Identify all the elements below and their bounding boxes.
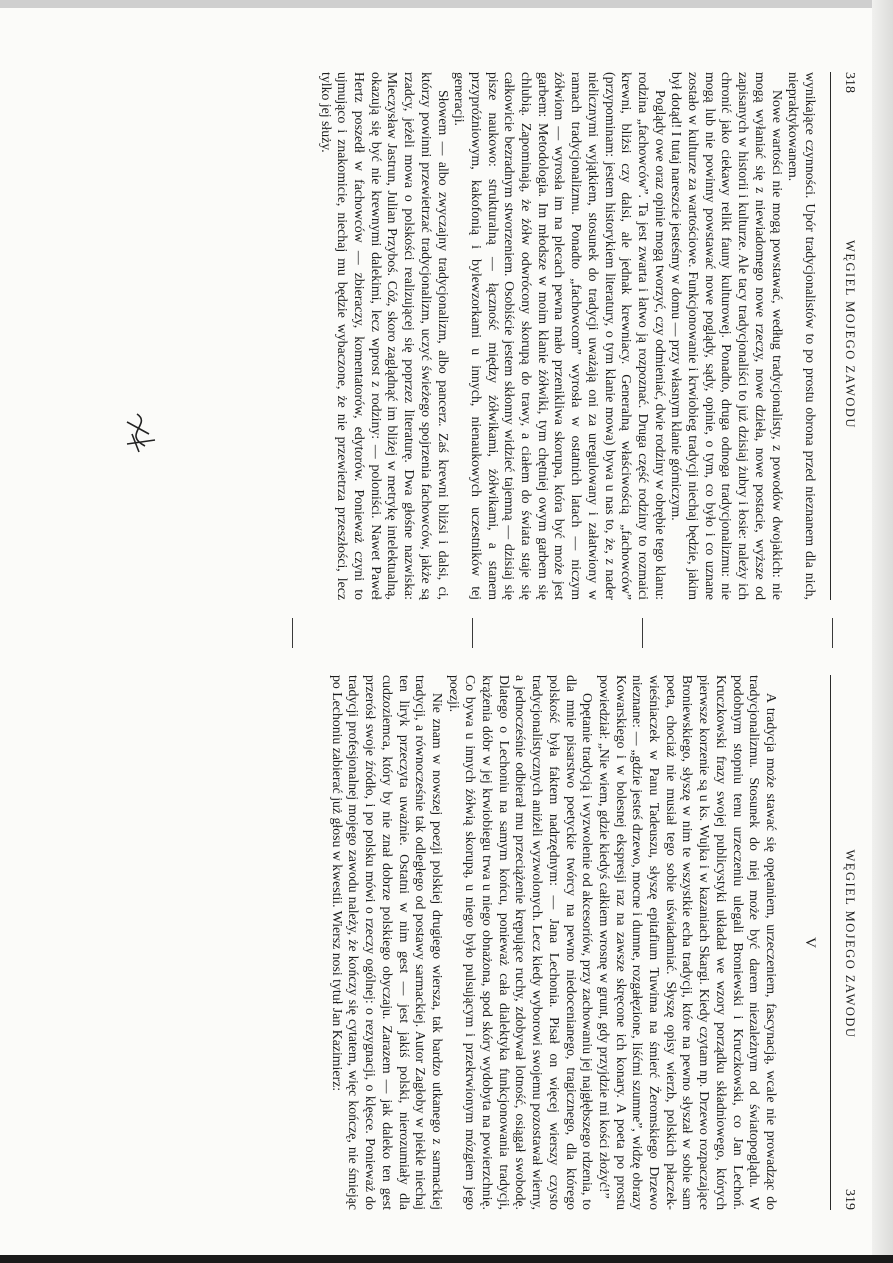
gutter-mark [642, 618, 643, 648]
left-paragraph: wynikające czynności. Upór tradycjonalistów to po prostu obrona przed nieznanem dla nich, niepraktykowanem. [786, 72, 818, 600]
pen-mark-scribble [107, 404, 167, 464]
left-running-head [841, 72, 857, 600]
right-paragraph: A tradycja może stawać się opętaniem, urzeczeniem, fascynacją, wcale nie prowadząc do tradycjonalizmu. Stosunek do niej może być darem niezależnym od światopoglądu. W podobnym stopniu tenu urzeczeniu ulegali Broniewski i Kruczkowski, co Jan Lechoń. Kruczkowski frazy swojej publicystyki układał we wzory porządku składniowego, których pierwsze korzenie są u ks. Wujka i w kazaniach Skargi. Kiedy czytam np. Drzewo rozpaczające Broniewskiego, słyszę w nim te wszystkie echa tradycji, które na pewno słyszał w sobie sam poeta, chociaż nie musiał tego sobie uświadamiać. Słyszę opisy wierzb, polskich płaczek-wieśniaczek w Panu Tadeuszu, słyszę epitafium Tuwima na śmierć Żeromskiego Drzewo nieznane: — „gdzie jesteś drzewo, mocne i dumne, rozgałęzione, liśćmi szumne”, widzę obrazy Kowarskiego i w bolesnej ekspresji raz na zawsze skręcone ich konary. A poeta po prostu powiedział: „Nie wiem, gdzie kiedyś całkiem wrosnę w grunt, gdy przyjdzie mi kości złożyć!” [596, 675, 779, 1210]
right-page [27, 675, 857, 1210]
left-page-body [317, 72, 818, 600]
left-paragraph: Nowe wartości nie mogą powstawać, według tradycjonalisty, z powodów dwojakich: nie mogą wyłaniać się z niewiadomego nowe rzeczy, nowe dzieła, nowe postacie, wyższe od zapisanych w historii i kulturze. Ale tacy tradycjonaliści to już dzisiaj żubry i łosie: należy ich chronić jako ciekawy relikt fauny kulturowej. Ponadto, druga odnoga tradycjonalizmu: nie mogą lub nie powinny powstawać nowe poglądy, sądy, opinie, o tym, co było i co uznane zostało w kulturze za wartościowe. Funkcjonowanie i krwiobieg tradycji niechaj będzie, jakim był dotąd! I tutaj nareszcie jesteśmy w domu — przy własnym klanie górniczym. [669, 72, 785, 600]
section-numeral: V [802, 937, 818, 948]
gutter-mark [292, 618, 293, 648]
left-page [27, 72, 857, 600]
left-paragraph: Poglądy owe oraz opinie mogą tworzyć, czy odmieniać, dwie rodziny w obrębie tego klanu: rodzina „fachowców”. Ta jest zwarta i łatwo ją rozpoznać. Druga część rodziny to rozmaici krewni, bliżsi czy dalsi, ale jednak krewniacy. Generalną właściwością „fachowców” (przypominam: jestem historykiem literatury, o tym klanie mowa) bywa u nas to, że, z nader nielicznymi wyjątkiem, stosunek do tradycji uważają oni za uregulowany i załatwiony w ramach tradycjonalizmu. Ponadto „fachowcom” wyrosła w ostatnich latach — niczym żółwiom — wyrosła im na plecach pewna mało przenikliwa skorupa, która być może jest garbem: Metodologia. Im młodsze w moim klanie żółwiki, tym chętniej owym garbem się chlubią. Zapominają, że żółw odwrócony skorupą do trawy, a ciałem do świata staje się całkowicie bezradnym stworzeniem. Osobiście jestem skłonny widzieć tajemną — dzisiaj się pisze naukowo: strukturalną — łączność między żółwikami, żółwikami, a stanem przypróżniowym, kakofonią i bylewzorkami u innych, nienaukowych uczestników tej generacji. [452, 72, 668, 600]
right-paragraph: Nie znam w nowszej poezji polskiej drugiego wiersza, tak bardzo utkanego z sarmackiej tradycji, a równocześnie tak odległego od postawy sarmackiej. Autor Zagłoby w piekle niechaj ten liryk przeczyta uważnie. Ostatni w nim gest — jest jakiś polski, nierozumiały dla cudzoziemca, który by nie znał dobrze polskiego obyczaju. Zarazem — jak daleko ten gest przerósł swoje źródło, i po polsku mówi o rzeczy ogólnej: o rezygnacji, o klęsce. Ponieważ do tradycji profesjonalnej mojego zawodu należy, że kończy się cytatem, więc kończę, nie śmiejąc po Lechoniu zabierać już głosu w kwestii. Wiersz nosi tytuł Jan Kazimierz: [329, 675, 445, 1210]
left-page-number: 318 [842, 72, 857, 93]
left-paragraph: Słowem — albo zwyczajny tradycjonalizm, albo pancerz. Zaś krewni bliżsi i dalsi, ci, którzy powinni przewietrzać tradycjonalizm, uczyć świeżego spojrzenia fachowców, jakże są rzadcy, jeżeli mowa o polskości realizującej się poprzez literaturę. Dwa głośne nazwiska: Mieczysław Jastrun, Julian Przyboś. Cóż, skoro zaglądnąć im bliżej w metrykę intelektualną, okazują się być nie krewnymi dalekimi, lecz wprost z rodziny: — poloniści. Nawet Paweł Hertz poszedł w fachowców — zbieraczy, komentatorów, edytorów. Ponieważ czyni to ujmująco i znakomicie, niechaj mu będzie wybaczone, że nie przewietrza przeszłości, lecz tylko jej służy. [318, 72, 451, 600]
right-running-title: WĘGIEL MOJEGO ZAWODU [843, 849, 857, 1039]
right-header-rule [830, 675, 831, 1210]
gutter-mark [832, 618, 833, 648]
right-running-head [841, 675, 857, 1210]
right-page-number: 319 [842, 1188, 857, 1210]
left-header-rule [830, 72, 831, 600]
gutter-mark [472, 618, 473, 648]
page-gutter [0, 600, 893, 675]
right-paragraph: Opętanie tradycją i wyzwolenie od akcesoriów, przy zachowaniu jej najgłębszego rdzenia, to dla mnie pisarstwo poetyckie twórcy na pewno niedocenianego, tragicznego, dla którego polskość była faktem nadrzędnym: — Jana Lechonia. Pisał on więcej wierszy czysto tradycjonalistycznych aniżeli wyzwolonych. Lecz kiedy wyborowi swojemu pozostawał wierny, a jednocześnie odbierał mu przeciążenie krępujące ruchy, zdobywał lotność, osiągał swobodę. Dlatego o Lechoniu na samym końcu, ponieważ cała dialektyka funkcjonowania tradycji, krążenia dóbr w jej krwiobiegu trwa u niego obnażona, spod skóry wydobyta na powierzchnię. Co bywa u innych żółwią skorupą, u niego było pulsującym i przekrwionym mózgiem jego poezji. [446, 675, 596, 1210]
left-running-title: WĘGIEL MOJEGO ZAWODU [843, 240, 857, 429]
right-page-body [328, 675, 779, 1210]
